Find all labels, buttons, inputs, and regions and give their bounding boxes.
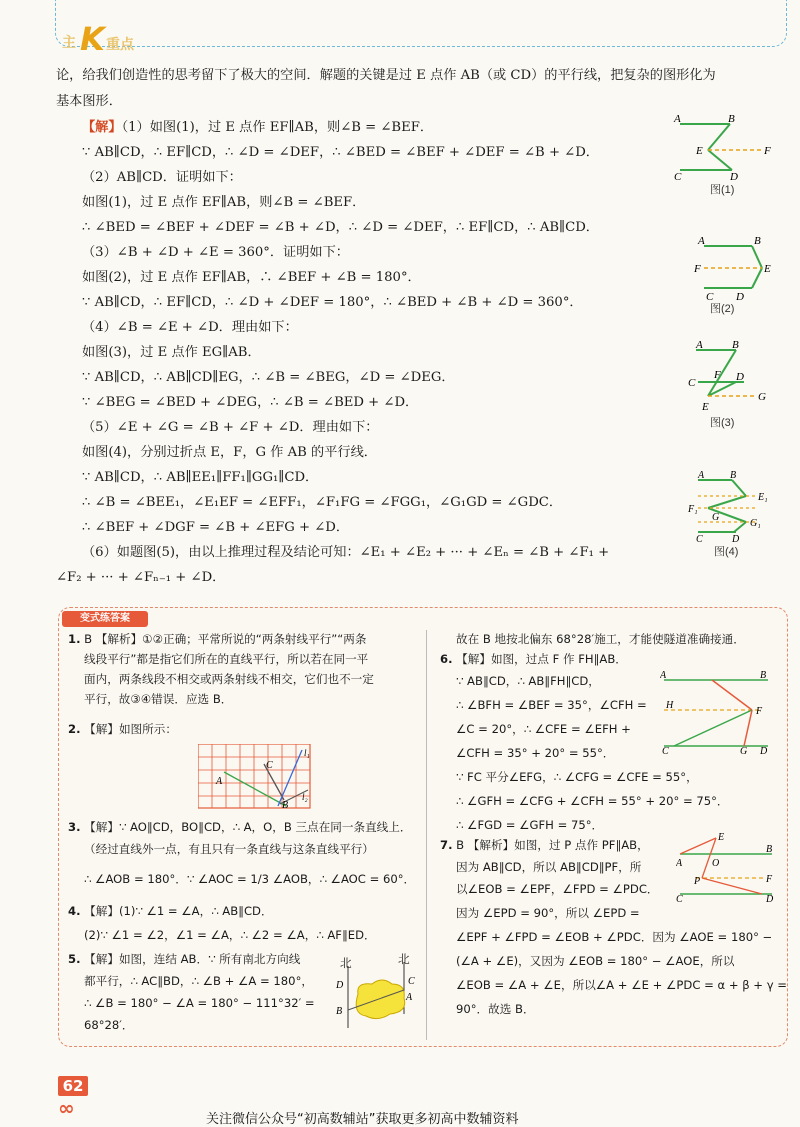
item-number: 2. [68,722,81,736]
svg-text:E: E [696,145,703,157]
answer-line: 线段平行”都是指它们所在的直线平行，所以若在同一平 [84,652,369,666]
solution-label: 【解】 [82,120,122,135]
figure-1-svg [672,112,782,182]
text-span: （1）如图(1)，过 E 点作 EF∥AB，则∠B = ∠BEF． [121,120,434,135]
svg-text:C: C [688,377,696,389]
text-line: 如图(4)，分别过折点 E，F，G 作 AB 的平行线． [82,445,377,460]
item-number: 3. [68,820,81,834]
text-line: ∵ AB∥CD，∴ AB∥CD∥EG，∴ ∠B = ∠BEG，∠D = ∠DEG． [82,370,455,385]
svg-text:P: P [694,876,701,887]
svg-text:G₁: G₁ [750,518,761,529]
svg-text:F: F [766,874,773,885]
figure-4-svg [686,468,782,542]
svg-text:E: E [764,263,771,275]
svg-text:F: F [756,706,763,717]
answer-line: ∴ ∠FGD = ∠GFH = 75°． [456,818,604,832]
answer-line: （经过直线外一点，有且只有一条直线与这条直线平行） [84,842,374,856]
svg-text:D: D [736,371,744,383]
svg-text:C: C [676,894,683,902]
answer-text: 【解】如图，过点 F 作 FH∥AB． [456,652,627,666]
logo-k: K [80,20,105,58]
answer-line: ∴ ∠AOB = 180°．∵ ∠AOC = 1/3 ∠AOB，∴ ∠AOC = 60°． [84,872,416,886]
text-line: 如图(3)，过 E 点作 EG∥AB． [82,345,261,360]
text-line: 论，给我们创造性的思考留下了极大的空间．解题的关键是过 E 点作 AB（或 CD）的平行线，把复杂的图形化为 [56,68,716,83]
svg-text:B: B [766,844,773,855]
column-divider [426,630,427,1040]
svg-text:A: A [698,235,705,247]
answer-line: 故在 B 地按北偏东 68°28′施工，才能使隧道准确接通． [456,632,745,646]
text-line: ∵ ∠BEG = ∠BED + ∠DEG，∴ ∠B = ∠BED + ∠D． [82,395,419,410]
q6-figure [660,670,776,754]
figure-2-svg [690,232,780,304]
item-number: 4. [68,904,81,918]
grid-figure [198,744,318,814]
svg-text:G: G [712,512,720,523]
text-line: ∴ ∠B = ∠BEE₁，∠E₁EF = ∠EFF₁，∠F₁FG = ∠FGG₁，∠G₁GD = ∠GDC． [82,495,563,510]
svg-text:F₁: F₁ [688,504,698,515]
answer-text: 【解】(1)∵ ∠1 = ∠A，∴ AB∥CD． [84,904,273,918]
svg-text:C: C [266,760,273,771]
svg-text:l₁: l₁ [304,748,310,758]
grid-figure-svg [198,744,318,814]
answer-line: (2)∵ ∠1 = ∠2，∠1 = ∠A，∴ ∠2 = ∠A，∴ AF∥ED． [84,928,376,942]
answer-text: B 【解析】①②正确；平常所说的“两条射线平行”“两条 [84,632,367,646]
svg-text:H: H [666,700,674,711]
svg-text:C: C [408,976,415,987]
answer-line: (∠A + ∠E)，又因为 ∠EOB = 180° − ∠AOE，所以 [456,954,735,968]
text-line: （3）∠B + ∠D + ∠E = 360°．证明如下： [82,245,349,260]
svg-text:D: D [760,746,768,754]
svg-text:B: B [282,800,289,811]
item-number: 1. [68,632,81,646]
text-line: （5）∠E + ∠G = ∠B + ∠F + ∠D．理由如下： [82,420,379,435]
figure-2-caption: 图(2) [710,303,735,315]
answer-line: ∵ AB∥CD，∴ AB∥FH∥CD， [456,674,600,688]
svg-text:D: D [730,171,738,182]
svg-text:G: G [740,746,748,754]
text-line: ∵ AB∥CD，∴ AB∥EE₁∥FF₁∥GG₁∥CD． [82,470,319,485]
svg-text:A: A [698,470,705,481]
answer-line [68,632,367,647]
answer-line: ∵ FC 平分∠EFG，∴ ∠CFG = ∠CFE = 55°， [456,770,698,784]
text-line: ∴ ∠BEF + ∠DGF = ∠B + ∠EFG + ∠D． [82,520,350,535]
svg-text:A: A [674,113,681,125]
answer-line: 平行，故③④错误．应选 B． [84,692,233,706]
svg-text:A: A [216,776,223,787]
infinity-icon: ∞ [58,1096,75,1120]
svg-text:B: B [732,340,739,351]
svg-text:A: A [676,858,683,869]
q6-figure-svg [660,670,776,754]
svg-text:l₂: l₂ [302,792,308,802]
logo-text-2: 重点 [106,37,134,53]
figure-1-caption: 图(1) [710,184,735,196]
logo-text: 主 [62,35,76,51]
q7-figure-svg [676,832,776,902]
answer-line: 以∠EOB = ∠EPF，∠FPD = ∠PDC． [456,882,659,896]
answer-text: 【解】如图，连结 AB．∵ 所有南北方向线 [84,952,301,966]
svg-text:O: O [712,858,720,869]
answer-line: ∠EOB = ∠A + ∠E，所以∠A + ∠E + ∠PDC = α + β + γ = [456,978,787,992]
figure-4 [686,468,782,542]
svg-text:C: C [674,171,682,182]
page-number: 62 [58,1076,88,1096]
answer-line [440,652,627,667]
text-line: ∠F₂ + ··· + ∠Fₙ₋₁ + ∠D． [56,570,226,585]
practice-answers-title: 变式练答案 [62,611,148,627]
text-line: （4）∠B = ∠E + ∠D．理由如下： [82,320,298,335]
svg-text:B: B [754,235,761,247]
item-number: 6. [440,652,453,666]
figure-3-caption: 图(3) [710,417,735,429]
north-label: 北 [398,952,410,966]
item-number: 5. [68,952,81,966]
answer-line: 因为 ∠EPD = 90°，所以 ∠EPD = [456,906,640,920]
answer-text: 【解】如图所示： [84,722,177,736]
text-line: 基本图形． [56,94,122,109]
answer-line: ∠EPF + ∠FPD = ∠EOB + ∠PDC．因为 ∠AOE = 180° − [456,930,773,944]
svg-text:A: A [406,992,413,1003]
svg-text:D: D [336,980,344,991]
svg-text:A: A [696,340,703,351]
svg-text:C: C [662,746,669,754]
answer-line: ∴ ∠GFH = ∠CFG + ∠CFH = 55° + 20° = 75°． [456,794,729,808]
figure-4-caption: 图(4) [714,546,739,558]
svg-text:B: B [760,670,767,681]
figure-3 [684,340,774,414]
svg-text:D: D [766,894,774,902]
svg-text:F: F [764,145,771,157]
figure-3-svg [684,340,774,414]
answer-line: ∠C = 20°，∴ ∠CFE = ∠EFH + [456,722,631,736]
text-line: 如图(1)，过 E 点作 EF∥AB，则∠B = ∠BEF． [82,195,366,210]
svg-text:B: B [730,470,737,481]
answer-line: ∠CFH = 35° + 20° = 55°． [456,746,615,760]
text-line: （6）如题图(5)，由以上推理过程及结论可知：∠E₁ + ∠E₂ + ··· + ∠Eₙ = ∠B + ∠F₁ + [82,545,610,560]
item-number: 7. [440,838,453,852]
solution-line [82,120,433,136]
svg-text:E: E [702,401,709,413]
text-line: （2）AB∥CD．证明如下： [82,170,242,185]
answer-text: B 【解析】如图，过 P 点作 PF∥AB， [456,838,649,852]
figure-1 [672,112,782,182]
svg-text:E: E [718,832,725,843]
q7-figure [676,832,776,902]
svg-text:B: B [728,113,735,125]
text-line: ∵ AB∥CD，∴ EF∥CD，∴ ∠D = ∠DEF，∴ ∠BED = ∠BEF + ∠DEF = ∠B + ∠D． [82,145,599,160]
text-line: ∵ AB∥CD，∴ EF∥CD，∴ ∠D + ∠DEF = 180°，∴ ∠BED + ∠B + ∠D = 360°． [82,295,583,310]
answer-line: 90°．故选 B． [456,1002,535,1016]
svg-text:A: A [660,670,667,681]
answer-line: 因为 AB∥CD，所以 AB∥CD∥PF，所 [456,860,642,874]
text-line: ∴ ∠BED = ∠BEF + ∠DEF = ∠B + ∠D，∴ ∠D = ∠DEF，∴ EF∥CD，∴ AB∥CD． [82,220,599,235]
svg-text:E₁: E₁ [758,492,768,503]
svg-text:C: C [706,291,714,303]
answer-line [68,904,273,919]
answer-line: ∴ ∠BFH = ∠BEF = 35°，∠CFH = [456,698,647,712]
svg-text:B: B [336,1006,343,1017]
brand-logo [62,20,172,58]
svg-text:F: F [694,263,701,275]
answer-line [68,722,177,737]
answer-line [440,838,649,853]
answer-line: ∴ ∠B = 180° − ∠A = 180° − 111°32′ = [84,996,315,1010]
footer-note: 关注微信公众号“初高数辅站”获取更多初高中数辅资料 [206,1112,519,1127]
answer-text: 【解】∵ AO∥CD，BO∥CD，∴ A，O，B 三点在同一条直线上． [84,820,412,834]
answer-line: 68°28′． [84,1018,134,1032]
answer-line [68,952,300,967]
north-label: 北 [340,956,352,970]
answer-line [68,820,411,835]
svg-text:D: D [736,291,744,303]
figure-2 [690,232,780,304]
svg-text:D: D [732,534,740,542]
svg-text:C: C [696,534,703,542]
answer-line: 都平行，∴ AC∥BD，∴ ∠B + ∠A = 180°， [84,974,313,988]
text-line: 如图(2)，过 E 点作 EF∥AB，∴ ∠BEF + ∠B = 180°． [82,270,421,285]
svg-text:F: F [714,369,721,381]
svg-text:G: G [758,391,766,403]
answer-line: 面内，两条线段不相交或两条射线不相交，它们也不一定 [84,672,374,686]
